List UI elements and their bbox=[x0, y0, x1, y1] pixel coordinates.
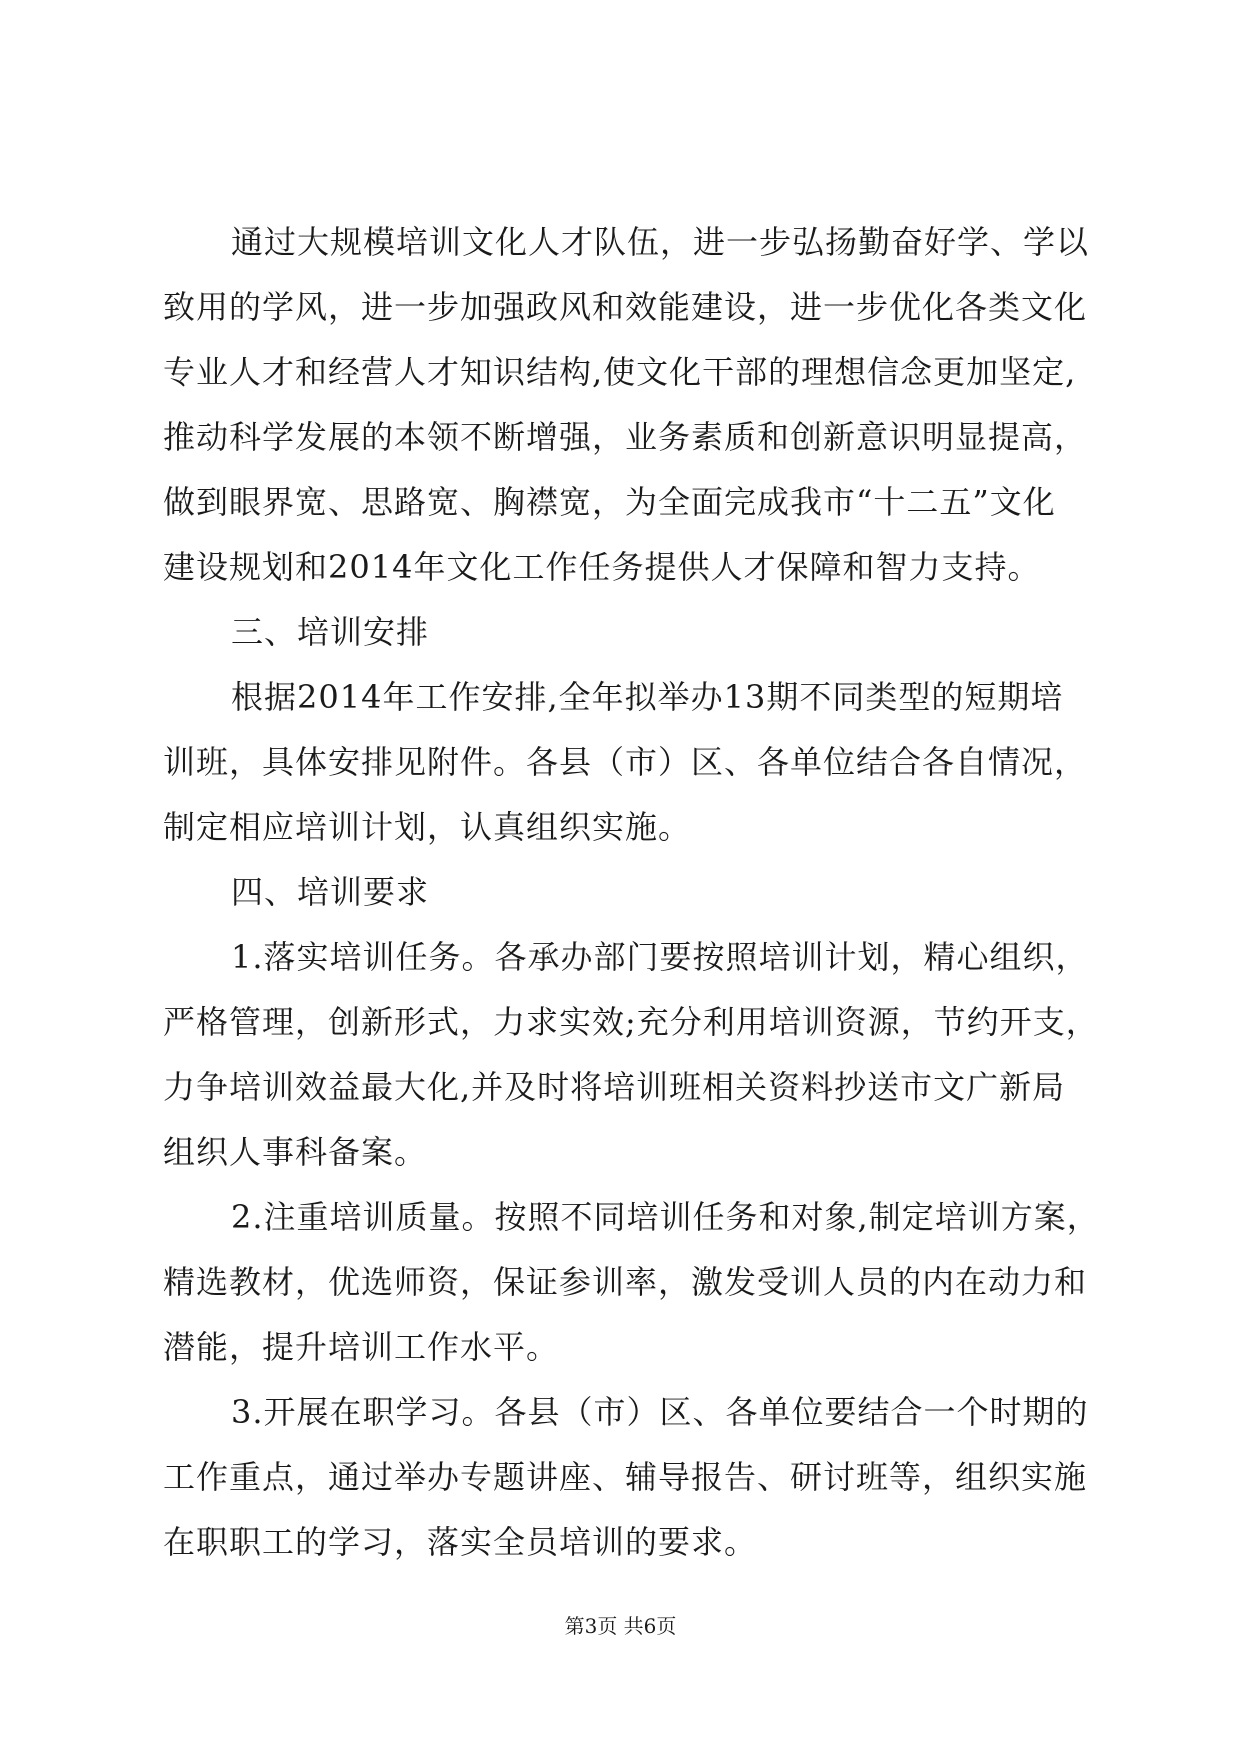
paragraph-line: 训班，具体安排见附件。各县（市）区、各单位结合各自情况， bbox=[163, 743, 1088, 781]
paragraph-line: 致用的学风，进一步加强政风和效能建设，进一步优化各类文化 bbox=[163, 288, 1088, 326]
paragraph-line: 力争培训效益最大化,并及时将培训班相关资料抄送市文广新局 bbox=[163, 1068, 1066, 1106]
paragraph-line: 根据2014年工作安排,全年拟举办13期不同类型的短期培 bbox=[231, 678, 1064, 716]
paragraph-line: 潜能，提升培训工作水平。 bbox=[163, 1328, 560, 1366]
paragraph-line: 1.落实培训任务。各承办部门要按照培训计划，精心组织， bbox=[231, 938, 1089, 976]
paragraph-line: 专业人才和经营人才知识结构,使文化干部的理想信念更加坚定, bbox=[163, 353, 1077, 391]
paragraph-line: 2.注重培训质量。按照不同培训任务和对象,制定培训方案， bbox=[231, 1198, 1100, 1236]
document-body bbox=[163, 210, 1123, 1575]
paragraph-line: 组织人事科备案。 bbox=[163, 1133, 428, 1171]
paragraph-line: 严格管理，创新形式，力求实效;充分利用培训资源，节约开支， bbox=[163, 1003, 1099, 1041]
page-number-footer: 第3页 共6页 bbox=[564, 1614, 677, 1638]
section-heading: 四、培训要求 bbox=[231, 873, 430, 911]
paragraph-line: 3.开展在职学习。各县（市）区、各单位要结合一个时期的 bbox=[231, 1393, 1089, 1431]
paragraph-line: 建设规划和2014年文化工作任务提供人才保障和智力支持。 bbox=[163, 548, 1041, 586]
paragraph-line: 推动科学发展的本领不断增强，业务素质和创新意识明显提高， bbox=[163, 418, 1088, 456]
paragraph-line: 工作重点，通过举办专题讲座、辅导报告、研讨班等，组织实施 bbox=[163, 1458, 1088, 1496]
paragraph-line: 做到眼界宽、思路宽、胸襟宽，为全面完成我市“十二五”文化 bbox=[163, 483, 1056, 521]
paragraph-line: 通过大规模培训文化人才队伍，进一步弘扬勤奋好学、学以 bbox=[231, 223, 1090, 261]
paragraph-line: 精选教材，优选师资，保证参训率，激发受训人员的内在动力和 bbox=[163, 1263, 1088, 1301]
paragraph-line: 在职职工的学习，落实全员培训的要求。 bbox=[163, 1523, 758, 1561]
section-heading: 三、培训安排 bbox=[231, 613, 430, 651]
paragraph-line: 制定相应培训计划，认真组织实施。 bbox=[163, 808, 692, 846]
